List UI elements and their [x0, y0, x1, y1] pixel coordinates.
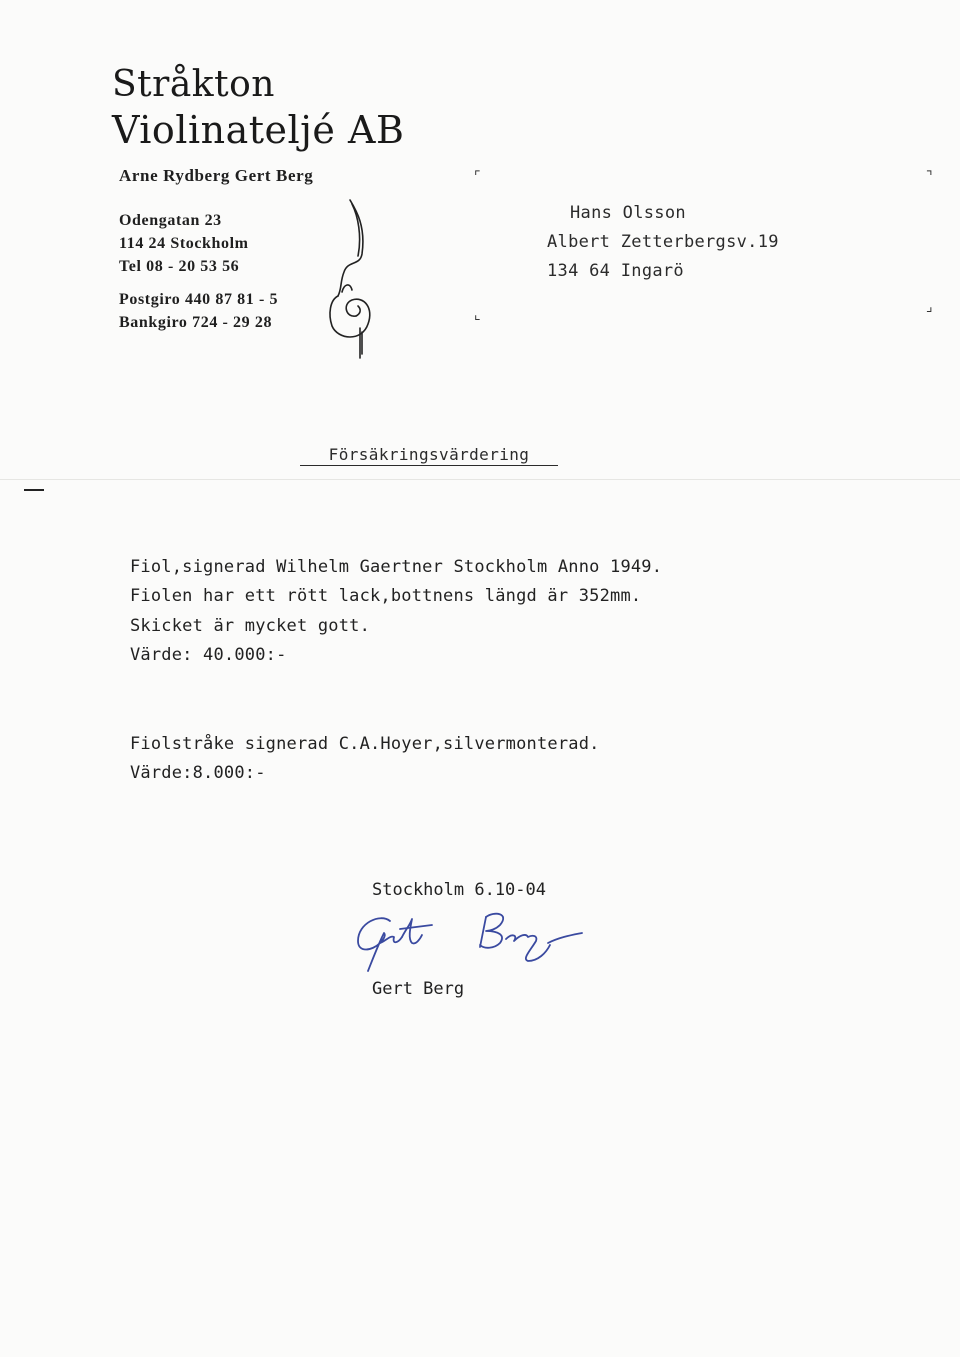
item1-line: Skicket är mycket gott.: [130, 616, 371, 636]
recipient-name: Hans Olsson: [570, 203, 686, 223]
company-bankgiro: Bankgiro 724 - 29 28: [119, 314, 273, 331]
recipient-city: 134 64 Ingarö: [547, 261, 684, 281]
window-corner-bottom-right: ⌟: [926, 298, 933, 314]
signer-name: Gert Berg: [372, 979, 465, 999]
recipient-street: Albert Zetterbergsv.19: [547, 232, 779, 252]
company-postgiro: Postgiro 440 87 81 - 5: [119, 291, 279, 308]
handwritten-signature: [350, 905, 590, 975]
company-phone: Tel 08 - 20 53 56: [119, 258, 240, 275]
window-corner-bottom-left: ⌞: [474, 306, 481, 322]
item1-line: Fiolen har ett rött lack,bottnens längd är 352mm.: [130, 586, 642, 606]
company-street: Odengatan 23: [119, 212, 222, 229]
fold-line: [0, 479, 960, 480]
company-city: 114 24 Stockholm: [119, 235, 249, 252]
window-corner-top-right: ⌝: [926, 168, 933, 184]
violin-scroll-logo-icon: [318, 196, 378, 361]
fold-mark: [24, 489, 44, 491]
place-date: Stockholm 6.10-04: [372, 880, 546, 900]
company-name-line1: Stråkton: [112, 64, 275, 105]
item1-line: Fiol,signerad Wilhelm Gaertner Stockholm Anno 1949.: [130, 557, 663, 577]
item2-value: Värde:8.000:-: [130, 763, 266, 783]
company-name-line2: Violinateljé AB: [112, 108, 405, 152]
document-heading: Försäkringsvärdering: [300, 445, 558, 466]
owner-names: Arne Rydberg Gert Berg: [119, 166, 314, 185]
item2-line: Fiolstråke signerad C.A.Hoyer,silvermonterad.: [130, 734, 600, 754]
item1-value: Värde: 40.000:-: [130, 645, 287, 665]
window-corner-top-left: ⌜: [474, 168, 481, 184]
